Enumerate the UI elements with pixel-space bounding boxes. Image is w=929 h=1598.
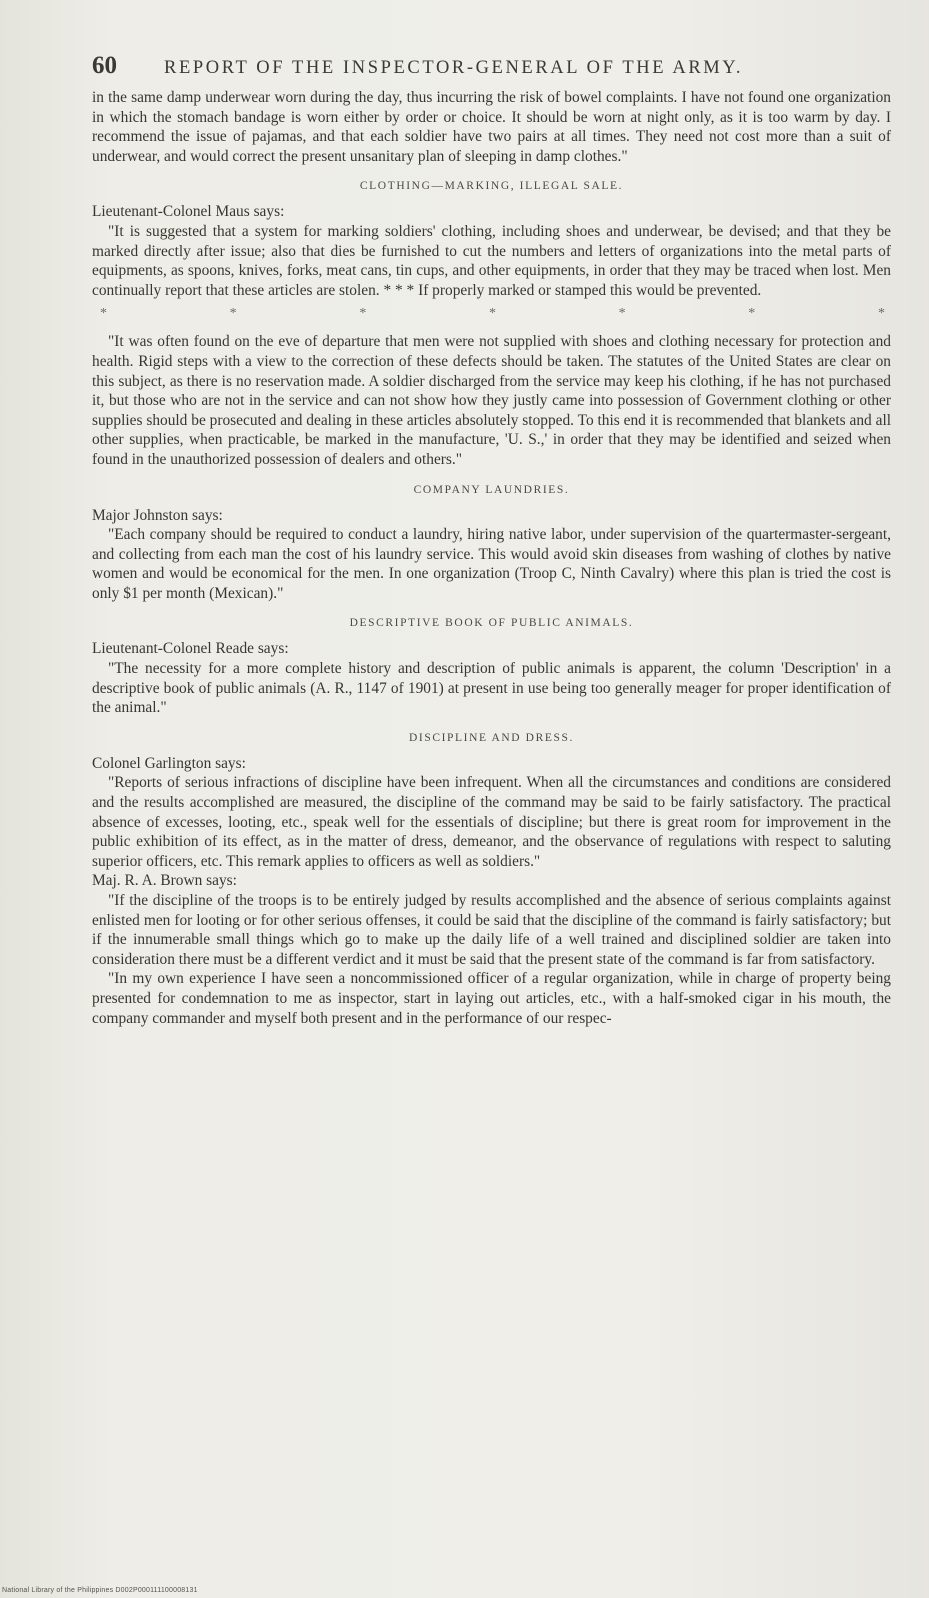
running-head-title: REPORT OF THE INSPECTOR-GENERAL OF THE ARMY. <box>164 58 744 78</box>
paragraph: "If the discipline of the troops is to be entirely judged by results accomplished and the absence of serious complaints against enlisted men for looting or for other serious offenses, it could be said that the discipline of the command is fairly satisfactory; but if the innumerable small things which go to make up the daily life of a well trained and disciplined soldier are taken into consideration there must be a different verdict and it must be said that the present state of the command is far from satisfactory. <box>92 892 891 968</box>
paragraph: "It was often found on the eve of departure that men were not supplied with shoes and clothing necessary for protection and health. Rigid steps with a view to the correction of these defects should be taken. The statutes of the United States are clear on this subject, as there is no reservation made. A soldier discharged from the service may keep his clothing, if he has not purchased it, but those who are not in the service and can not show how they justly came into possession of Government clothing or other supplies should be prosecuted and dealing in these articles absolutely stopped. To this end it is recommended that blankets and all other supplies, when practicable, be marked in the manufacture, 'U. S.,' in order that they may be identified and seized when found in the unauthorized possession of dealers and others." <box>92 333 891 468</box>
ellipsis-asterisks <box>100 306 885 322</box>
speaker-line: Maj. R. A. Brown says: <box>92 872 237 890</box>
asterisk: * <box>488 306 496 322</box>
speaker-line: Lieutenant-Colonel Reade says: <box>92 640 289 658</box>
library-footer: National Library of the Philippines D002P000111100008131 <box>2 1587 198 1594</box>
paragraph: "It is suggested that a system for marking soldiers' clothing, including shoes and underwear, be devised; and that they be marked directly after issue; also that dies be furnished to cut the numbers and letters of organizations into the metal parts of equipments, as spoons, knives, forks, meat cans, tin cups, and other equipments, in order that they may be traced when lost. Men continually report that these articles are stolen. * * * If properly marked or stamped this would be prevented. <box>92 222 891 299</box>
body-text <box>92 88 891 1028</box>
section-heading: COMPANY LAUNDRIES. <box>413 483 570 496</box>
speaker-line: Lieutenant-Colonel Maus says: <box>92 203 285 221</box>
running-head <box>92 52 891 80</box>
asterisk: * <box>359 306 367 322</box>
paragraph: "Each company should be required to conduct a laundry, hiring native labor, under supervision of the quartermaster-sergeant, and collecting from each man the cost of his laundry service. This would avoid skin diseases from washing of clothes by native women and would be economical for the men. In one organization (Troop C, Ninth Cavalry) where this plan is tried the cost is only $1 per month (Mexican)." <box>92 526 891 602</box>
speaker-line: Colonel Garlington says: <box>92 754 246 772</box>
asterisk: * <box>100 306 107 322</box>
asterisk: * <box>877 306 885 322</box>
speaker-line: Major Johnston says: <box>92 506 223 524</box>
paragraph: "In my own experience I have seen a noncommissioned officer of a regular organization, while in charge of property being presented for condemnation to me as inspector, start in laying out articles, etc., with a half-smoked cigar in his mouth, the company commander and myself both present and in the performance of our respec- <box>92 970 891 1027</box>
section-heading: CLOTHING—MARKING, ILLEGAL SALE. <box>359 180 624 193</box>
paragraph: "Reports of serious infractions of discipline have been infrequent. When all the circumstances and conditions are considered and the results accomplished are measured, the discipline of the command may be said to be fairly satisfactory. The practical absence of excesses, looting, etc., speak well for the essentials of discipline; but there is great room for improvement in the public exhibition of its effect, as in the matter of dress, demeanor, and the observance of regulations with respect to saluting superior officers, etc. This remark applies to officers as well as soldiers." <box>92 774 891 870</box>
paragraph: "The necessity for a more complete history and description of public animals is apparent, the column 'Description' in a descriptive book of public animals (A. R., 1147 of 1901) at present in use being too generally meager for proper identification of the animal." <box>92 660 891 717</box>
asterisk: * <box>229 306 237 322</box>
asterisk: * <box>748 306 756 322</box>
section-heading: DISCIPLINE AND DRESS. <box>409 731 574 744</box>
asterisk: * <box>618 306 626 322</box>
paragraph: in the same damp underwear worn during the day, thus incurring the risk of bowel complaints. I have not found one organization in which the stomach bandage is worn either by order or choice. It should be worn at night only, as it is too warm by day. I recommend the issue of pajamas, and that each soldier have two pairs at all times. They need not cost more than a suit of underwear, and would correct the present unsanitary plan of sleeping in damp clothes." <box>92 89 891 165</box>
section-heading: DESCRIPTIVE BOOK OF PUBLIC ANIMALS. <box>349 617 634 630</box>
page-number: 60 <box>92 52 117 79</box>
